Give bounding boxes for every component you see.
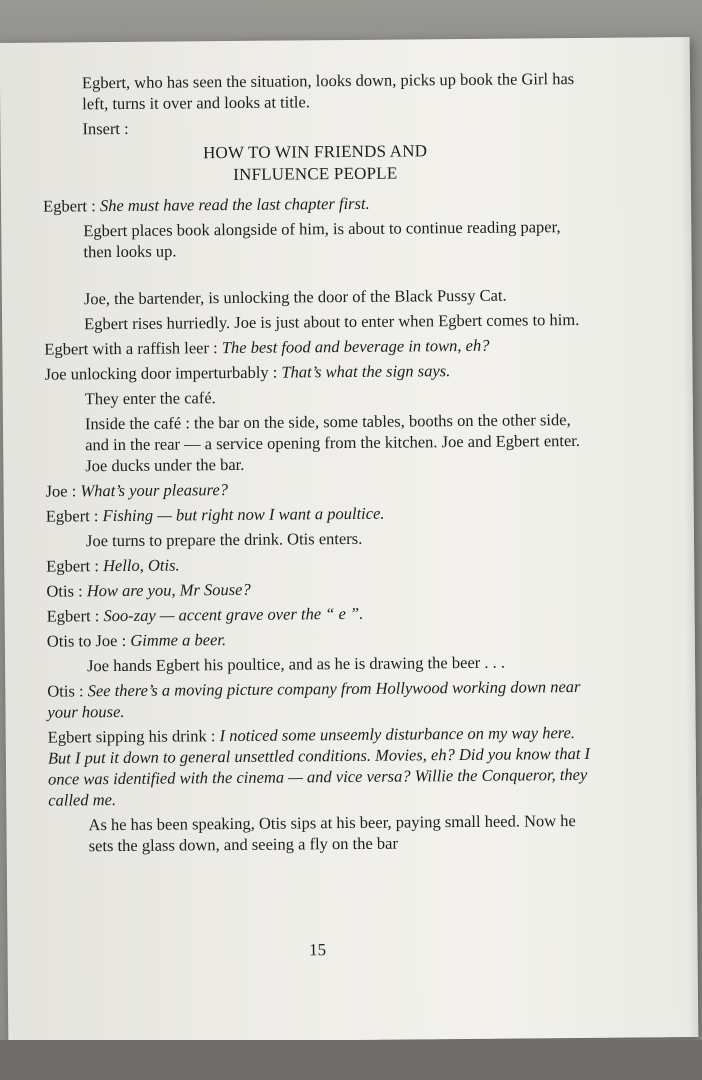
speaker: Joe unlocking door imperturbably :: [44, 362, 278, 384]
line: Gimme a beer.: [130, 630, 227, 650]
speaker: Egbert sipping his drink :: [47, 726, 216, 747]
insert-label: Insert :: [82, 118, 129, 139]
page-text: [42, 68, 594, 861]
book-page: [0, 37, 698, 1043]
stage-direction: As he has been speaking, Otis sips at his beer, paying small heed. Now he sets the glass down, and seeing a fly on the bar: [88, 811, 576, 856]
dialogue: [45, 476, 590, 502]
speaker: Otis to Joe :: [46, 630, 127, 651]
line: Soo-zay — accent grave over the “ e ”.: [103, 603, 364, 626]
dialogue: [47, 676, 592, 723]
page-edge-shadow: [680, 37, 699, 1037]
speaker: Egbert :: [45, 506, 99, 526]
dialogue: [46, 551, 591, 577]
line: Hello, Otis.: [102, 555, 180, 576]
background-bottom: [0, 1040, 702, 1080]
stage-direction: They enter the café.: [84, 388, 216, 409]
speaker: Egbert :: [46, 556, 100, 576]
stage-direction: Inside the café : the bar on the side, some tables, booths on the other side, and in the rear — a service opening from the kitchen. Joe and Egbert enter. Joe ducks under the bar.: [84, 410, 581, 476]
dialogue: [48, 722, 594, 811]
dialogue: [44, 334, 589, 360]
speaker: Joe :: [45, 481, 77, 501]
heading-line-2: INFLUENCE PEOPLE: [233, 163, 398, 184]
insert-heading: [43, 139, 588, 188]
dialogue: [44, 359, 589, 385]
speaker: Egbert with a raffish leer :: [44, 338, 218, 359]
line: She must have read the last chapter first.: [99, 193, 370, 216]
page-number: 15: [308, 940, 327, 960]
speaker: Otis :: [47, 681, 84, 701]
line: How are you, Mr Souse?: [86, 579, 251, 601]
stage-direction: Egbert rises hurriedly. Joe is just about to enter when Egbert comes to him.: [84, 309, 580, 334]
dialogue: [47, 601, 592, 627]
dialogue: [47, 626, 592, 652]
speaker: Egbert :: [46, 606, 100, 626]
line: The best food and beverage in town, eh?: [221, 335, 490, 358]
stage-direction: Joe turns to prepare the drink. Otis enters.: [85, 528, 363, 551]
dialogue: [46, 501, 591, 527]
speaker: Egbert :: [42, 196, 96, 216]
line: What’s your pleasure?: [80, 480, 229, 501]
line: I noticed some unseemly disturbance on my way here. But I put it down to general unsettled conditions. Movies, eh? Did you know that I once was identified with the cinema — and vice versa? Willie the Conqueror, they called me.: [47, 723, 591, 810]
speaker: Otis :: [46, 581, 83, 601]
dialogue: [46, 576, 591, 602]
line: See there’s a moving picture company from Hollywood working down near your house.: [47, 676, 581, 722]
stage-direction: Egbert, who has seen the situation, looks down, picks up book the Girl has left, turns it over and looks at title.: [81, 69, 575, 114]
line: Fishing — but right now I want a poultice.: [102, 503, 385, 526]
stage-direction: Joe, the bartender, is unlocking the door of the Black Pussy Cat.: [83, 285, 507, 309]
stage-direction: Joe hands Egbert his poultice, and as he is drawing the beer . . .: [87, 652, 506, 676]
dialogue: [43, 191, 588, 217]
heading-line-1: HOW TO WIN FRIENDS AND: [202, 141, 428, 163]
line: That’s what the sign says.: [281, 361, 451, 382]
stage-direction: Egbert places book alongside of him, is about to continue reading paper, then looks up.: [83, 217, 561, 262]
